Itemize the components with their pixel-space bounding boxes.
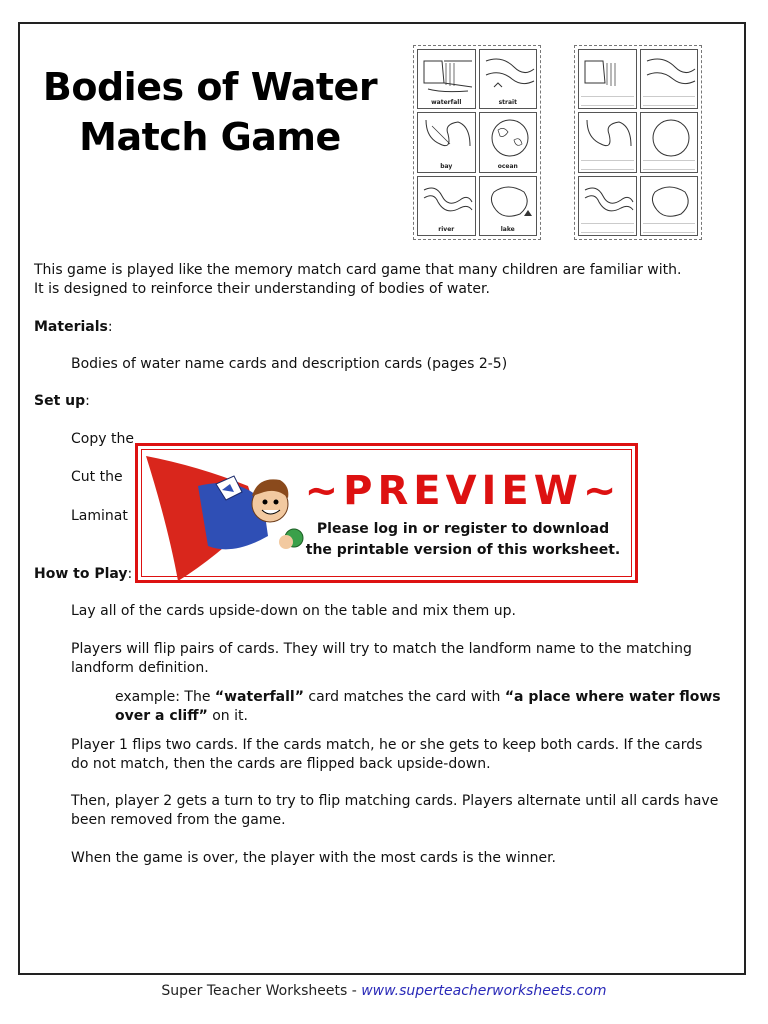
how-to-play-heading: How to Play: (34, 566, 133, 582)
setup-step-2: Cut the (71, 469, 123, 485)
description-text-lines (643, 223, 696, 233)
example-line-2: over a cliff” on it. (115, 708, 248, 724)
card-label: waterfall (431, 99, 462, 107)
globe-illustration-icon (645, 116, 697, 158)
strait-illustration-icon (645, 53, 697, 95)
preview-message-line-2: the printable version of this worksheet. (305, 542, 621, 558)
page-title (0, 62, 420, 162)
bay-illustration-icon (583, 116, 635, 158)
example-line-1: example: The “waterfall” card matches the card with “a place where water flows (115, 689, 721, 705)
footer-site-name: Super Teacher Worksheets - (161, 983, 362, 999)
how-to-play-step-3-line-2: do not match, then the cards are flipped back upside-down. (71, 756, 491, 772)
footer (0, 983, 768, 999)
setup-heading: Set up: (34, 393, 90, 409)
globe-illustration-icon (484, 116, 536, 158)
how-to-play-step-2-line-2: landform definition. (71, 660, 209, 676)
card-waterfall (417, 49, 476, 109)
description-text-lines (581, 160, 634, 170)
card-lake (479, 176, 538, 236)
intro-line-1: This game is played like the memory match card game that many children are familiar with. (34, 262, 682, 278)
card-ocean (479, 112, 538, 172)
waterfall-illustration-icon (583, 53, 635, 95)
preview-overlay[interactable] (135, 443, 638, 583)
materials-item: Bodies of water name cards and description cards (pages 2-5) (71, 356, 508, 372)
description-cards-thumbnail (574, 45, 702, 240)
how-to-play-step-3-line-1: Player 1 flips two cards. If the cards match, he or she gets to keep both cards. If the cards (71, 737, 703, 753)
river-illustration-icon (583, 180, 635, 222)
intro-line-2: It is designed to reinforce their understanding of bodies of water. (34, 281, 490, 297)
how-to-play-step-5: When the game is over, the player with the most cards is the winner. (71, 850, 556, 866)
card-label: river (438, 225, 455, 233)
card-strait (479, 49, 538, 109)
card-bay (417, 112, 476, 172)
card-description (578, 176, 637, 236)
footer-website-link[interactable]: www.superteacherworksheets.com (361, 983, 607, 999)
description-text-lines (643, 160, 696, 170)
how-to-play-step-4-line-2: been removed from the game. (71, 812, 286, 828)
title-line-2: Match Game (79, 115, 341, 159)
card-description (578, 49, 637, 109)
preview-title: ~PREVIEW~ (304, 468, 622, 514)
description-text-lines (643, 96, 696, 106)
materials-heading: Materials: (34, 319, 113, 335)
preview-message-line-1: Please log in or register to download (316, 521, 610, 537)
bay-illustration-icon (422, 116, 474, 158)
name-cards-thumbnail (413, 45, 541, 240)
card-label: bay (440, 162, 453, 170)
superhero-mascot-icon (138, 446, 318, 586)
how-to-play-step-1: Lay all of the cards upside-down on the table and mix them up. (71, 603, 516, 619)
card-river (417, 176, 476, 236)
how-to-play-step-2-line-1: Players will flip pairs of cards. They will try to match the landform name to the matching (71, 641, 692, 657)
card-label: lake (500, 225, 515, 233)
lake-illustration-icon (484, 180, 536, 222)
card-description (578, 112, 637, 172)
setup-step-3: Laminat (71, 508, 128, 524)
lake-illustration-icon (645, 180, 697, 222)
river-illustration-icon (422, 180, 474, 222)
card-description (640, 176, 699, 236)
how-to-play-step-4-line-1: Then, player 2 gets a turn to try to flip matching cards. Players alternate until all cards have (71, 793, 719, 809)
card-label: ocean (497, 162, 518, 170)
setup-step-1: Copy the (71, 431, 134, 447)
card-label: strait (498, 99, 517, 107)
waterfall-illustration-icon (422, 53, 474, 95)
description-text-lines (581, 223, 634, 233)
card-description (640, 112, 699, 172)
title-line-1: Bodies of Water (42, 65, 378, 109)
strait-illustration-icon (484, 53, 536, 95)
card-description (640, 49, 699, 109)
description-text-lines (581, 96, 634, 106)
